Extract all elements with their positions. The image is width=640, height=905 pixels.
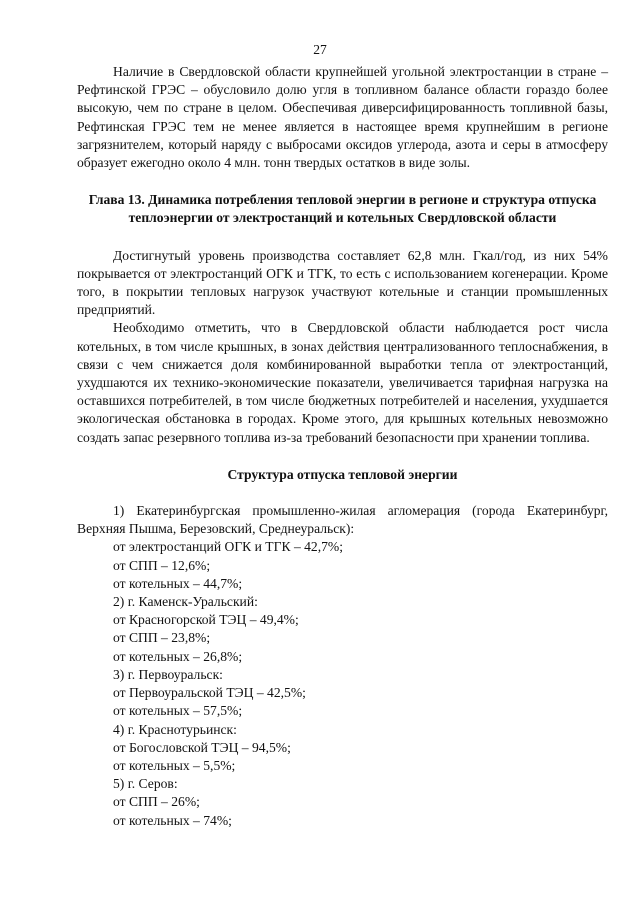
list-item: от электростанций ОГК и ТГК – 42,7%;	[113, 539, 344, 555]
section-title: Структура отпуска тепловой энергии	[227, 466, 458, 482]
list-item: от СПП – 23,8%;	[113, 630, 211, 646]
list-item: 2) г. Каменск-Уральский:	[113, 594, 258, 610]
heat-supply-list	[77, 502, 608, 830]
list-item: от Красногорской ТЭЦ – 49,4%;	[113, 612, 299, 628]
chapter-title: Глава 13. Динамика потребления тепловой энергии в регионе и структура отпуска теплоэнергии от электростанций и котельных Свердловской области	[88, 192, 597, 226]
list-item: от котельных – 74%;	[113, 812, 232, 828]
list-item: от котельных – 5,5%;	[113, 757, 236, 773]
list-item: от СПП – 26%;	[113, 794, 200, 810]
list-lead: 1) Екатеринбургская промышленно-жилая агломерация (города Екатеринбург, Верхняя Пышма, Березовский, Среднеуральск):	[77, 503, 608, 537]
paragraph-boiler-growth: Необходимо отметить, что в Свердловской области наблюдается рост числа котельных, в том числе крышных, в зонах действия централизованного теплоснабжения, в связи с чем снижается доля комбинированной выработки тепла от электростанций, ухудшаются их технико-экономические показатели, увеличивается тарифная нагрузка на оставшихся потребителей, в том числе бюджетных потребителей и населения, ухудшается экологическая обстановка в городах. Кроме этого, для крышных котельных невозможно создать запас резервного топлива из-за требований безопасности при хранении топлива.	[77, 320, 608, 445]
list-item: 4) г. Краснотурьинск:	[113, 721, 237, 737]
list-item: от СПП – 12,6%;	[113, 557, 211, 573]
list-item: 3) г. Первоуральск:	[113, 666, 223, 682]
page-number: 27	[313, 42, 327, 57]
list-item: от Первоуральской ТЭЦ – 42,5%;	[113, 685, 306, 701]
page-content	[77, 63, 608, 830]
paragraph-production: Достигнутый уровень производства составляет 62,8 млн. Гкал/год, из них 54% покрывается от электростанций ОГК и ТГК, то есть с использованием когенерации. Кроме того, в покрытии тепловых нагрузок участвуют котельные и станции промышленных предприятий.	[77, 247, 608, 318]
list-item: от Богословской ТЭЦ – 94,5%;	[113, 739, 291, 755]
list-item: 5) г. Серов:	[113, 776, 178, 792]
paragraph-intro: Наличие в Свердловской области крупнейшей угольной электростанции в стране – Рефтинской ГРЭС – обусловило долю угля в топливном балансе области гораздо более высокую, чем по стране в целом. Обеспечивая диверсифицированность топливной базы, Рефтинская ГРЭС тем не менее является в настоящее время крупнейшим в регионе загрязнителем, который наряду с выбросами оксидов углерода, азота и серы в атмосферу образует ежегодно около 4 млн. тонн твердых остатков в виде золы.	[77, 64, 608, 171]
list-item: от котельных – 57,5%;	[113, 703, 243, 719]
list-item: от котельных – 26,8%;	[113, 648, 243, 664]
list-item: от котельных – 44,7%;	[113, 575, 243, 591]
